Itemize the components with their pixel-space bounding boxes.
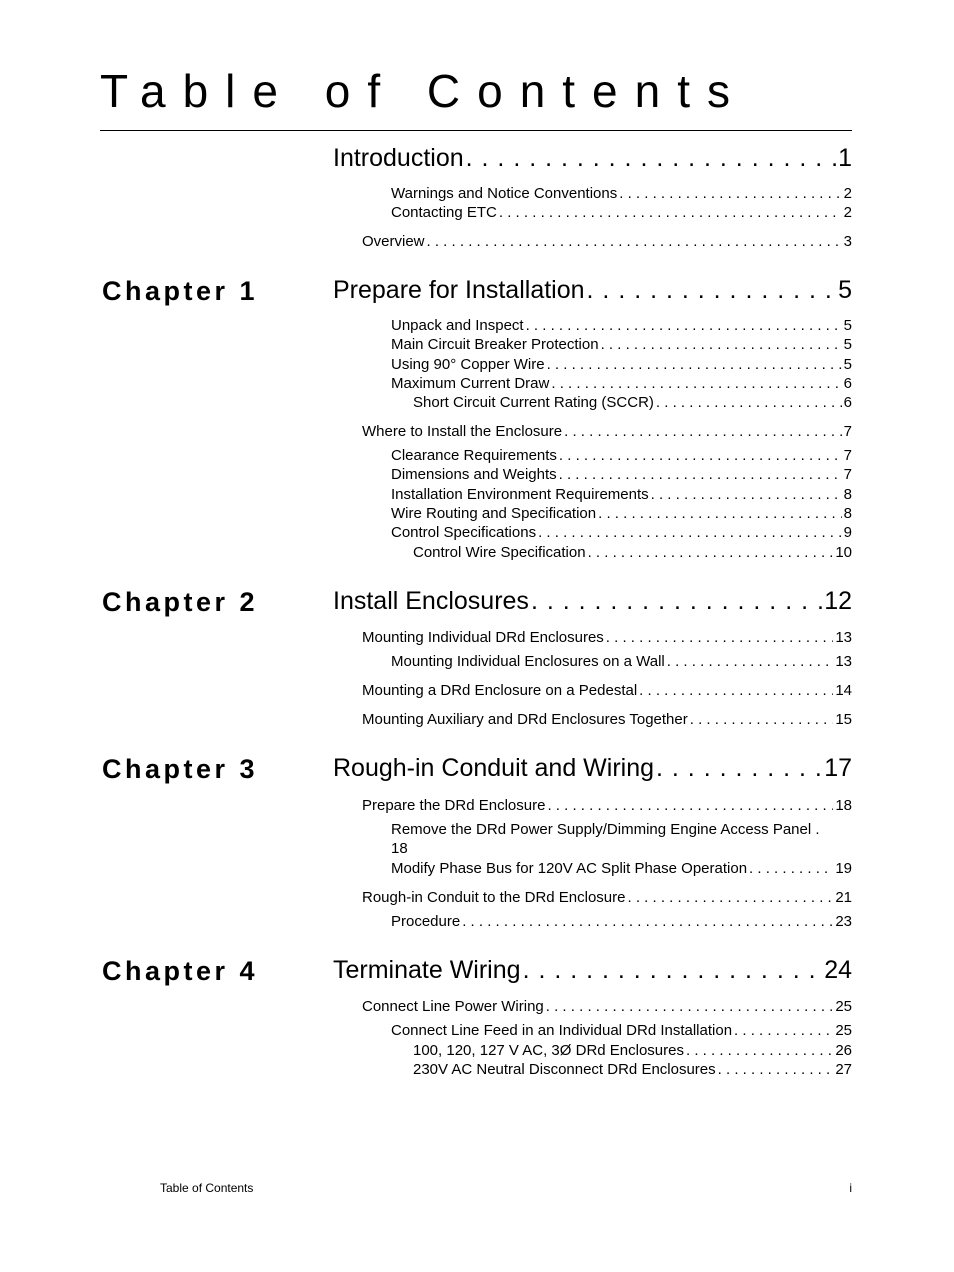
dot-leader xyxy=(588,545,834,560)
dot-leader xyxy=(462,914,833,929)
toc-entry-title: Remove the DRd Power Supply/Dimming Engine Access Panel . xyxy=(391,821,820,838)
toc-entry-title: Prepare for Installation xyxy=(333,276,585,304)
toc-entry-page: 25 xyxy=(835,1022,852,1039)
toc-entry-page: 27 xyxy=(835,1061,852,1078)
dot-leader xyxy=(559,467,842,482)
toc-entry-title: Connect Line Feed in an Individual DRd Installation xyxy=(391,1022,733,1039)
toc-entry-unpack-and-inspect[interactable] xyxy=(391,318,852,333)
dot-leader xyxy=(686,1043,833,1058)
toc-entry-page: 8 xyxy=(843,505,852,522)
toc-entry-page: 5 xyxy=(838,276,852,304)
toc-entry-title: Control Wire Specification xyxy=(413,544,586,561)
dot-leader xyxy=(690,712,834,727)
dot-leader xyxy=(627,890,833,905)
toc-entry-title: Mounting Auxiliary and DRd Enclosures Together xyxy=(362,711,688,728)
toc-entry-page: 5 xyxy=(843,356,852,373)
toc-entry-where-to-install[interactable] xyxy=(362,424,852,439)
toc-entry-page: 3 xyxy=(843,233,852,250)
toc-entry-mounting-on-pedestal[interactable] xyxy=(362,683,852,698)
toc-entry-mounting-individual[interactable] xyxy=(362,630,852,645)
toc-entry-page: 13 xyxy=(835,653,852,670)
toc-entry-title: Terminate Wiring xyxy=(333,956,521,984)
toc-entry-rough-in-conduit-drd[interactable] xyxy=(362,890,852,905)
dot-leader xyxy=(564,424,842,439)
chapter-2-label: Chapter 2 xyxy=(102,587,259,617)
toc-entry-page: 7 xyxy=(843,423,852,440)
toc-entry-mounting-auxiliary[interactable] xyxy=(362,712,852,727)
toc-entry-prepare-drd-enclosure[interactable] xyxy=(362,798,852,813)
toc-entry-page: 24 xyxy=(824,956,852,984)
title-divider xyxy=(100,130,852,131)
toc-entry-page: 17 xyxy=(824,754,852,782)
toc-entry-dimensions-and-weights[interactable] xyxy=(391,467,852,482)
dot-leader xyxy=(718,1062,834,1077)
toc-entry-title: Mounting a DRd Enclosure on a Pedestal xyxy=(362,682,638,699)
toc-entry-remove-access-panel[interactable] xyxy=(391,820,852,858)
dot-leader xyxy=(551,376,841,391)
dot-leader xyxy=(598,506,842,521)
dot-leader xyxy=(538,525,842,540)
toc-entry-page: 9 xyxy=(843,524,852,541)
toc-entry-title: Warnings and Notice Conventions xyxy=(391,185,618,202)
toc-entry-title: Short Circuit Current Rating (SCCR) xyxy=(413,394,654,411)
toc-entry-install-enclosures[interactable] xyxy=(333,589,852,614)
footer-section-title: Table of Contents xyxy=(160,1181,254,1195)
toc-entry-title: Using 90° Copper Wire xyxy=(391,356,545,373)
toc-entry-control-specifications[interactable] xyxy=(391,525,852,540)
dot-leader xyxy=(587,278,837,303)
toc-entry-title: Rough-in Conduit and Wiring xyxy=(333,754,655,782)
chapter-1-label: Chapter 1 xyxy=(102,276,259,306)
toc-entry-title: Clearance Requirements xyxy=(391,447,557,464)
toc-entry-page: 12 xyxy=(824,587,852,615)
toc-entry-clearance-requirements[interactable] xyxy=(391,448,852,463)
dot-leader xyxy=(749,861,833,876)
dot-leader xyxy=(547,798,833,813)
toc-entry-title: Wire Routing and Specification xyxy=(391,505,597,522)
toc-entry-page: 2 xyxy=(843,204,852,221)
dot-leader xyxy=(499,205,842,220)
toc-entry-sccr[interactable] xyxy=(413,395,852,410)
toc-entry-introduction[interactable] xyxy=(333,146,852,171)
page-title: Table of Contents xyxy=(100,65,748,117)
dot-leader xyxy=(667,654,834,669)
toc-entry-title: 230V AC Neutral Disconnect DRd Enclosures xyxy=(413,1061,716,1078)
toc-entry-page: 23 xyxy=(835,913,852,930)
toc-entry-mounting-on-wall[interactable] xyxy=(391,654,852,669)
toc-entry-maximum-current-draw[interactable] xyxy=(391,376,852,391)
toc-entry-connect-line-power[interactable] xyxy=(362,999,852,1014)
dot-leader xyxy=(526,318,842,333)
dot-leader xyxy=(523,958,823,983)
toc-entry-page: 7 xyxy=(843,447,852,464)
toc-entry-prepare-for-installation[interactable] xyxy=(333,278,852,303)
toc-entry-copper-wire[interactable] xyxy=(391,357,852,372)
toc-entry-page: 18 xyxy=(391,840,408,857)
footer-page-number: i xyxy=(849,1181,852,1195)
chapter-3-label: Chapter 3 xyxy=(102,754,259,784)
toc-entry-contacting-etc[interactable] xyxy=(391,205,852,220)
dot-leader xyxy=(656,395,842,410)
toc-entry-title: Modify Phase Bus for 120V AC Split Phase Operation xyxy=(391,860,748,877)
toc-entry-title: Contacting ETC xyxy=(391,204,497,221)
toc-entry-title: Connect Line Power Wiring xyxy=(362,998,544,1015)
toc-entry-page: 14 xyxy=(835,682,852,699)
toc-entry-page: 6 xyxy=(843,394,852,411)
dot-leader xyxy=(559,448,842,463)
toc-entry-page: 7 xyxy=(843,466,852,483)
dot-leader xyxy=(656,756,822,781)
dot-leader xyxy=(606,630,834,645)
toc-entry-procedure[interactable] xyxy=(391,914,852,929)
toc-entry-title: Where to Install the Enclosure xyxy=(362,423,563,440)
toc-entry-title: Prepare the DRd Enclosure xyxy=(362,797,546,814)
toc-entry-title: 100, 120, 127 V AC, 3Ø DRd Enclosures xyxy=(413,1042,684,1059)
toc-entry-title: Maximum Current Draw xyxy=(391,375,550,392)
chapter-4-label: Chapter 4 xyxy=(102,956,259,986)
toc-entry-title: Control Specifications xyxy=(391,524,537,541)
toc-entry-page: 2 xyxy=(843,185,852,202)
toc-entry-title: Install Enclosures xyxy=(333,587,529,615)
toc-entry-page: 10 xyxy=(835,544,852,561)
toc-entry-page: 1 xyxy=(838,144,852,172)
toc-entry-page: 25 xyxy=(835,998,852,1015)
toc-entry-title: Main Circuit Breaker Protection xyxy=(391,336,599,353)
dot-leader xyxy=(547,357,842,372)
dot-leader xyxy=(639,683,833,698)
toc-entry-title: Rough-in Conduit to the DRd Enclosure xyxy=(362,889,626,906)
toc-entry-neutral-disconnect[interactable] xyxy=(413,1062,852,1077)
dot-leader xyxy=(466,146,836,171)
toc-entry-title: Mounting Individual Enclosures on a Wall xyxy=(391,653,665,670)
toc-entry-page: 21 xyxy=(835,889,852,906)
toc-entry-page: 18 xyxy=(835,797,852,814)
toc-entry-page: 5 xyxy=(843,336,852,353)
toc-entry-connect-line-feed[interactable] xyxy=(391,1023,852,1038)
toc-entry-page: 5 xyxy=(843,317,852,334)
toc-entry-page: 13 xyxy=(835,629,852,646)
toc-entry-page: 6 xyxy=(843,375,852,392)
toc-entry-3phase-enclosures[interactable] xyxy=(413,1043,852,1058)
toc-entry-page: 26 xyxy=(835,1042,852,1059)
toc-entry-title: Introduction xyxy=(333,144,464,172)
toc-entry-warnings[interactable] xyxy=(391,186,852,201)
dot-leader xyxy=(427,234,842,249)
toc-entry-title: Procedure xyxy=(391,913,461,930)
toc-entry-title: Unpack and Inspect xyxy=(391,317,524,334)
toc-entry-page: 8 xyxy=(843,486,852,503)
dot-leader xyxy=(601,337,842,352)
toc-entry-page: 19 xyxy=(835,860,852,877)
toc-entry-overview[interactable] xyxy=(362,234,852,249)
dot-leader xyxy=(546,999,834,1014)
dot-leader xyxy=(651,487,842,502)
toc-entry-terminate-wiring[interactable] xyxy=(333,958,852,983)
toc-entry-main-circuit-breaker[interactable] xyxy=(391,337,852,352)
toc-entry-wire-routing[interactable] xyxy=(391,506,852,521)
toc-entry-title: Mounting Individual DRd Enclosures xyxy=(362,629,604,646)
dot-leader xyxy=(734,1023,833,1038)
toc-entry-page: 15 xyxy=(835,711,852,728)
dot-leader xyxy=(531,589,822,614)
toc-entry-rough-in-conduit-wiring[interactable] xyxy=(333,756,852,781)
toc-entry-modify-phase-bus[interactable] xyxy=(391,861,852,876)
dot-leader xyxy=(619,186,841,201)
toc-entry-title: Overview xyxy=(362,233,425,250)
toc-entry-title: Dimensions and Weights xyxy=(391,466,557,483)
toc-entry-title: Installation Environment Requirements xyxy=(391,486,649,503)
toc-entry-control-wire-specification[interactable] xyxy=(413,545,852,560)
toc-entry-installation-environment[interactable] xyxy=(391,487,852,502)
